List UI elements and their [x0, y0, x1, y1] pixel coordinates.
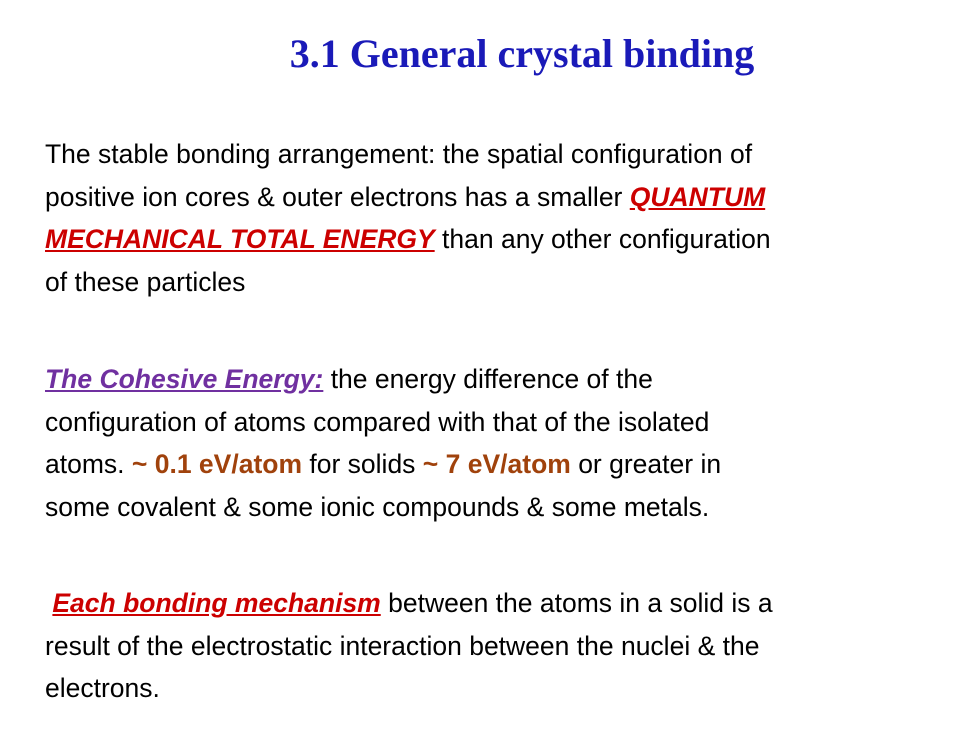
paragraph-cohesive-energy [45, 358, 965, 528]
paragraph-bonding-mechanism [45, 582, 965, 710]
text-line [45, 176, 965, 219]
total-energy-emphasis: MECHANICAL TOTAL ENERGY [45, 224, 435, 254]
bonding-mechanism-term: Each bonding mechanism [52, 588, 381, 618]
paragraph-bonding-arrangement [45, 133, 965, 303]
text-line: The stable bonding arrangement: the spatial configuration of [45, 139, 753, 169]
text-line [45, 218, 965, 261]
text-run: positive ion cores & outer electrons has a smaller [45, 181, 630, 212]
text-line [45, 358, 965, 401]
text-line [45, 443, 965, 486]
text-run: for solids [302, 449, 423, 479]
text-line: of these particles [45, 266, 246, 297]
value-covalent: ~ 7 eV/atom [422, 449, 571, 479]
text-run: atoms. [45, 449, 132, 479]
text-run: the energy difference of the [323, 364, 653, 394]
text-run: between the atoms in a solid is a [380, 588, 773, 618]
text-run: or greater in [570, 449, 722, 479]
quantum-emphasis: QUANTUM [629, 181, 766, 212]
cohesive-energy-term: The Cohesive Energy: [45, 364, 324, 394]
text-line: result of the electrostatic interaction between the nuclei & the [45, 630, 760, 661]
text-line: electrons. [45, 673, 160, 703]
text-run: than any other configuration [434, 224, 771, 254]
text-line: configuration of atoms compared with that of the isolated [45, 406, 710, 437]
slide-title: 3.1 General crystal binding [289, 31, 755, 76]
text-line: some covalent & some ionic compounds & some metals. [45, 491, 710, 522]
text-line [45, 582, 965, 625]
value-solids: ~ 0.1 eV/atom [131, 449, 303, 479]
